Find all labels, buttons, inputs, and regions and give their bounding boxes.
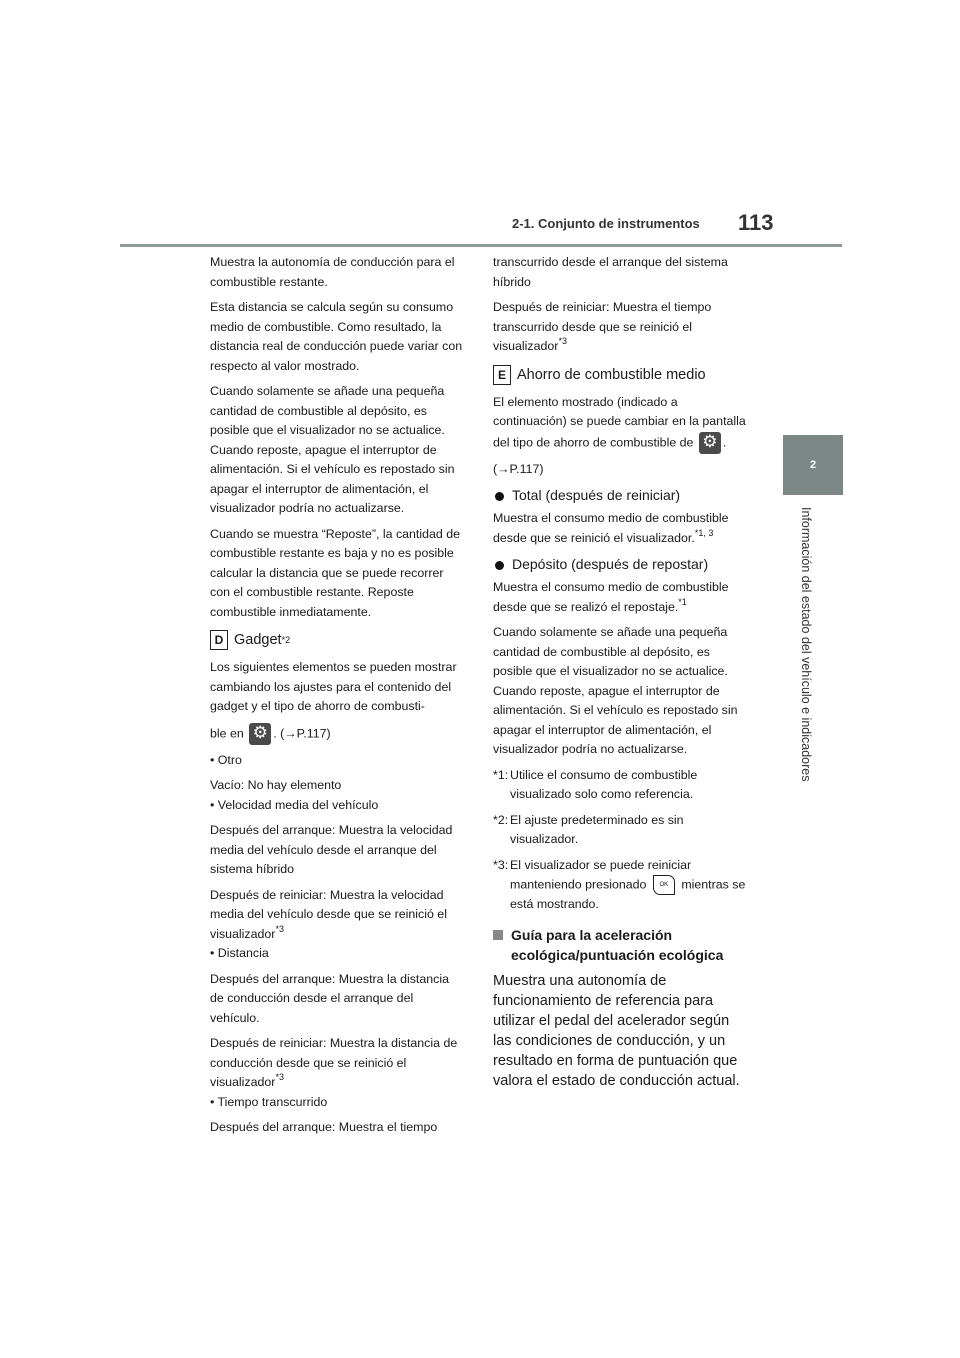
header-rule (120, 244, 842, 247)
paragraph (493, 298, 749, 357)
chapter-tab (783, 435, 843, 495)
subheading-gadget: D Gadget *2 (210, 630, 466, 650)
gear-icon (699, 432, 721, 454)
page-number: 113 (738, 210, 774, 235)
paragraph: Cuando solamente se añade una pequeña cantidad de combustible al depósito, es posible que el visualizador no se actualice. Cuando reposte, apague el interruptor de alimentación. Si el vehículo es repostado sin apagar el interruptor de alimentación, el visualizador podría no actualizarse. (493, 625, 738, 756)
chapter-title: Información del estado del vehículo e indicadores (799, 507, 813, 782)
text: . (722, 434, 727, 449)
footnote-ref: *3 (275, 1072, 284, 1082)
paragraph: Después del arranque: Muestra el tiempo (210, 1120, 438, 1134)
text: Muestra el consumo medio de combustible desde que se realizó el repostaje. (493, 580, 729, 614)
paragraph: Muestra la autonomía de conducción para el combustible restante. (210, 255, 455, 289)
footnote-mark: *3: (493, 857, 509, 872)
bullet-item: • Distancia (210, 946, 269, 960)
gear-icon (249, 723, 271, 745)
paragraph (493, 393, 749, 454)
text: mientras se está mostrando. (510, 877, 746, 911)
footnote-ref: *3 (275, 923, 284, 934)
square-bullet-icon (493, 930, 503, 940)
text: El visualizador se puede reiniciar manteniendo presionado (510, 857, 692, 892)
paragraph: Los siguientes elementos se pueden mostrar cambiando los ajustes para el contenido del gadget y el tipo de ahorro de combusti- (210, 660, 457, 713)
text: Después de reiniciar: Muestra el tiempo transcurrido desde que se reinició el visualizador (493, 300, 712, 353)
page-reference: (→P.117) (493, 461, 544, 476)
text: Después de reiniciar: Muestra la velocidad media del vehículo desde que se reinició el visualizador (210, 887, 447, 941)
lead-paragraph: Muestra una autonomía de funcionamiento de referencia para utilizar el pedal del acelerador según las condiciones de conducción, y un resultado en forma de puntuación que valora el estado de conducción actual. (493, 972, 740, 1089)
ok-button-icon: OK (653, 875, 675, 895)
section-heading-text: Guía para la aceleración ecológica/puntuación ecológica (511, 926, 724, 963)
paragraph: Cuando se muestra “Reposte”, la cantidad de combustible restante es baja y no es posible calcular la distancia que se puede recorrer con el combustible restante. Reposte combustible inmediatamente. (210, 526, 461, 619)
paragraph: transcurrido desde el arranque del sistema híbrido (493, 255, 728, 289)
text: ble en (210, 725, 244, 740)
footnote-ref: *3 (558, 336, 567, 346)
footnote-text (510, 856, 749, 915)
subheading-text: Ahorro de combustible medio (517, 366, 706, 383)
section-title: 2-1. Conjunto de instrumentos (512, 216, 700, 231)
paragraph (210, 1034, 466, 1093)
text: El elemento mostrado (indicado a continuación) se puede cambiar en la pantalla del tipo de ahorro de combustible de (493, 394, 746, 449)
footnote-mark: *1: (493, 767, 509, 782)
paragraph: Vacío: No hay elemento (210, 778, 342, 792)
footnote-3 (493, 856, 749, 915)
right-column (493, 253, 749, 1091)
letter-d-box: D (210, 630, 228, 650)
footnote-2 (493, 811, 749, 850)
paragraph (210, 723, 466, 745)
section-heading-eco (493, 925, 749, 965)
dot-item-title: Depósito (después de repostar) (512, 556, 709, 572)
letter-e-box: E (493, 365, 511, 385)
paragraph: Cuando solamente se añade una pequeña cantidad de combustible al depósito, es posible que el visualizador no se actualice. Cuando reposte, apague el interruptor de alimentación. Si el vehículo es repostado sin apagar el interruptor de alimentación, el visualizador podría no actualizarse. (210, 384, 455, 515)
bullet-item: • Tiempo transcurrido (210, 1094, 328, 1109)
chapter-number: 2 (809, 459, 817, 471)
text: Muestra el consumo medio de combustible desde que se reinició el visualizador. (493, 511, 729, 545)
paragraph: Después del arranque: Muestra la velocidad media del vehículo desde el arranque del sistema híbrido (210, 823, 453, 876)
dot-item-title: Total (después de reiniciar) (512, 487, 681, 503)
text: Después de reiniciar: Muestra la distancia de conducción desde que se reinició el visualizador (210, 1036, 458, 1089)
bullet-dot-icon (495, 492, 504, 501)
footnote-ref: *1, 3 (694, 527, 714, 538)
paragraph (493, 509, 749, 548)
paragraph: Esta distancia se calcula según su consumo medio de combustible. Como resultado, la distancia real de conducción puede variar con respecto al valor mostrado. (210, 300, 463, 373)
left-column (210, 253, 466, 1144)
footnote-ref: *1 (678, 596, 687, 607)
footnote-text: Utilice el consumo de combustible visualizado solo como referencia. (510, 767, 698, 801)
subheading-ahorro (493, 365, 749, 385)
dot-item-total (493, 487, 749, 503)
bullet-item: • Otro (210, 752, 242, 767)
footnote-mark: *2: (493, 812, 509, 827)
paragraph (493, 578, 749, 617)
bullet-dot-icon (495, 561, 504, 570)
subheading-text: Gadget (234, 632, 282, 648)
bullet-item: • Velocidad media del vehículo (210, 797, 379, 812)
paragraph (210, 886, 466, 945)
paragraph: Después del arranque: Muestra la distancia de conducción desde el arranque del vehículo. (210, 971, 449, 1025)
dot-item-deposito (493, 556, 749, 572)
footnote-1 (493, 766, 749, 805)
text: . (→P.117) (273, 725, 331, 740)
footnote-text: El ajuste predeterminado es sin visualizador. (510, 812, 684, 846)
